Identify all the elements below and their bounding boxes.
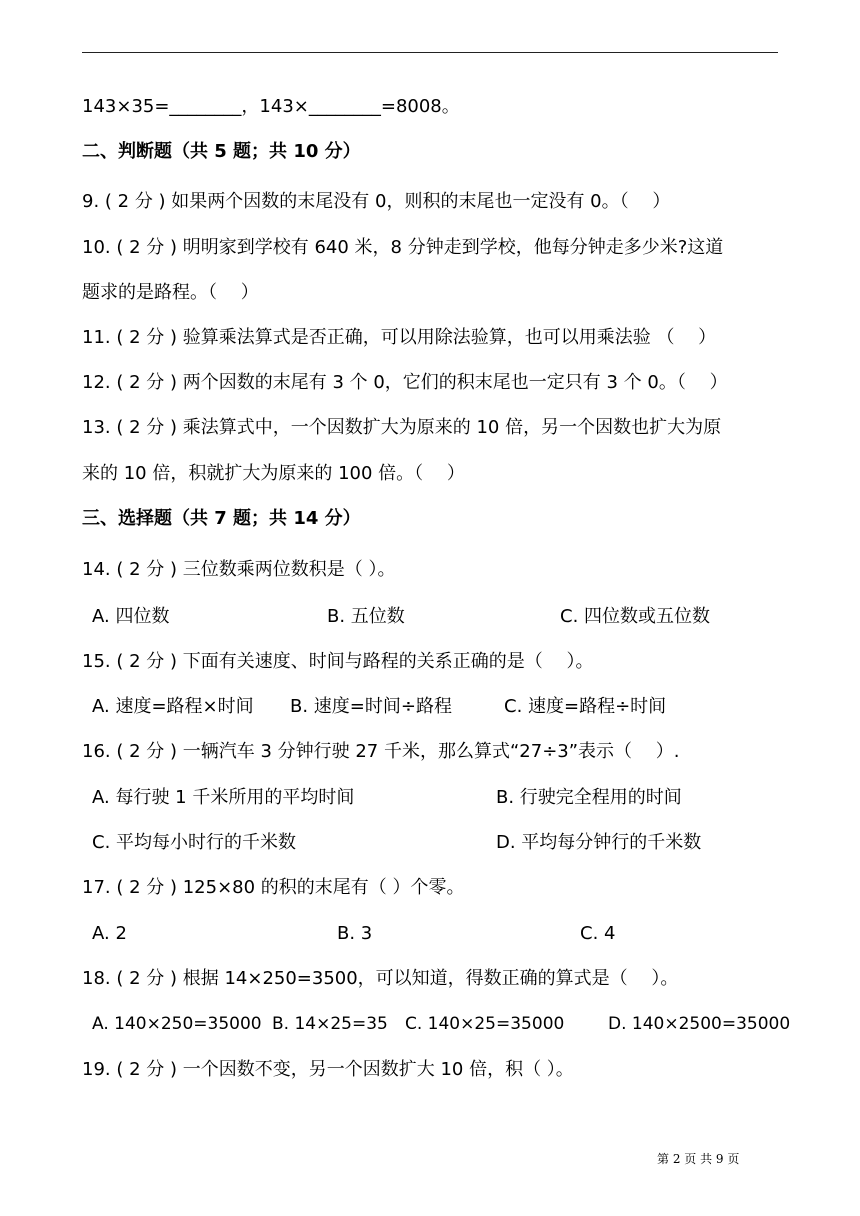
section-heading-true-false: 二、判断题（共 5 题；共 10 分）: [82, 141, 361, 162]
q16-option-b: B. 行驶完全程用的时间: [496, 787, 682, 808]
q14-option-b: B. 五位数: [327, 606, 405, 627]
q15-option-a: A. 速度=路程×时间: [92, 696, 254, 717]
q18-option-b: B. 14×25=35: [272, 1014, 388, 1034]
q17-option-b: B. 3: [337, 923, 373, 944]
q18-option-c: C. 140×25=35000: [405, 1014, 565, 1034]
q14-option-c: C. 四位数或五位数: [560, 606, 711, 627]
question-9: 9. ( 2 分 ) 如果两个因数的末尾没有 0，则积的末尾也一定没有 0。（ ）: [82, 191, 671, 212]
question-18: 18. ( 2 分 ) 根据 14×250=3500，可以知道，得数正确的算式是（ ）。: [82, 968, 679, 989]
question-15: 15. ( 2 分 ) 下面有关速度、时间与路程的关系正确的是（ ）。: [82, 651, 594, 672]
header-rule: [82, 52, 778, 53]
question-13-line-1: 13. ( 2 分 ) 乘法算式中，一个因数扩大为原来的 10 倍，另一个因数也扩大为原: [82, 417, 722, 438]
q8-continuation: 143×35=________，143×________=8008。: [82, 96, 460, 117]
question-16: 16. ( 2 分 ) 一辆汽车 3 分钟行驶 27 千米，那么算式“27÷3”表示（ ）.: [82, 741, 680, 762]
question-11: 11. ( 2 分 ) 验算乘法算式是否正确，可以用除法验算，也可以用乘法验 （ ）: [82, 327, 717, 348]
page-footer: 第 2 页 共 9 页: [657, 1152, 740, 1166]
q15-option-c: C. 速度=路程÷时间: [504, 696, 667, 717]
question-17: 17. ( 2 分 ) 125×80 的积的末尾有（ ）个零。: [82, 877, 465, 898]
question-10-line-2: 题求的是路程。（ ）: [82, 282, 259, 303]
q15-option-b: B. 速度=时间÷路程: [290, 696, 452, 717]
q16-option-d: D. 平均每分钟行的千米数: [496, 832, 702, 853]
question-13-line-2: 来的 10 倍，积就扩大为原来的 100 倍。（ ）: [82, 463, 465, 484]
q14-option-a: A. 四位数: [92, 606, 170, 627]
q18-option-a: A. 140×250=35000: [92, 1014, 262, 1034]
section-heading-multiple-choice: 三、选择题（共 7 题；共 14 分）: [82, 508, 361, 529]
question-19: 19. ( 2 分 ) 一个因数不变，另一个因数扩大 10 倍，积（ ）。: [82, 1059, 574, 1080]
question-10-line-1: 10. ( 2 分 ) 明明家到学校有 640 米，8 分钟走到学校，他每分钟走多少米?这道: [82, 237, 724, 258]
q17-option-c: C. 4: [580, 923, 616, 944]
question-14: 14. ( 2 分 ) 三位数乘两位数积是（ ）。: [82, 559, 396, 580]
q18-option-d: D. 140×2500=35000: [608, 1014, 791, 1034]
q16-option-c: C. 平均每小时行的千米数: [92, 832, 297, 853]
q17-option-a: A. 2: [92, 923, 127, 944]
question-12: 12. ( 2 分 ) 两个因数的末尾有 3 个 0，它们的积末尾也一定只有 3 个 0。（ ）: [82, 372, 728, 393]
q16-option-a: A. 每行驶 1 千米所用的平均时间: [92, 787, 355, 808]
